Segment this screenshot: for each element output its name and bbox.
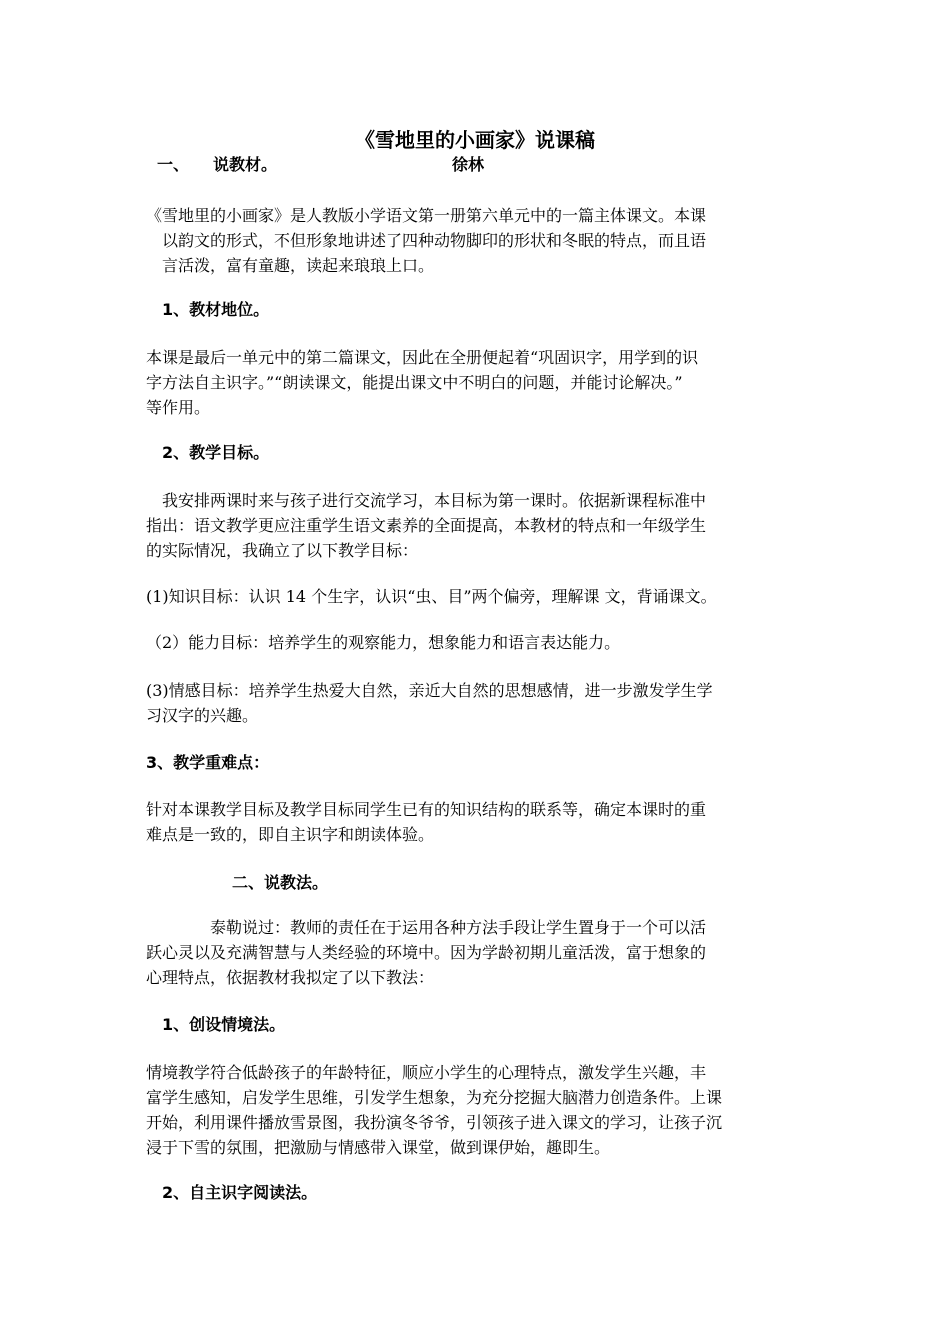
goal3-line-1: (3)情感目标：培养学生热爱大自然，亲近大自然的思想感情，进一步激发学生学 bbox=[146, 681, 713, 700]
goal3-line-2: 习汉字的兴趣。 bbox=[146, 706, 259, 725]
para1-line-3: 等作用。 bbox=[146, 398, 211, 417]
para5-line-2: 富学生感知，启发学生思维，引发学生想象，为充分挖掘大脑潜力创造条件。上课 bbox=[146, 1088, 723, 1107]
goal-knowledge: (1)知识目标：认识 14 个生字，认识“虫、目”两个偏旁，理解课 文，背诵课文。 bbox=[146, 587, 717, 606]
goal-ability: （2）能力目标：培养学生的观察能力，想象能力和语言表达能力。 bbox=[146, 633, 621, 652]
para4-line-2: 跃心灵以及充满智慧与人类经验的环境中。因为学龄初期儿童活泼，富于想象的 bbox=[146, 943, 707, 962]
section-1-number: 一、 bbox=[157, 155, 190, 174]
para3-line-2: 难点是一致的，即自主识字和朗读体验。 bbox=[146, 825, 435, 844]
paragraph-teaching-method-intro bbox=[146, 915, 826, 990]
paragraph-key-points bbox=[146, 797, 826, 847]
heading-situation-method: 1、创设情境法。 bbox=[162, 1015, 286, 1034]
heading-self-literacy-method: 2、自主识字阅读法。 bbox=[162, 1183, 318, 1202]
para4-line-1: 泰勒说过：教师的责任在于运用各种方法手段让学生置身于一个可以活 bbox=[210, 918, 707, 937]
para2-line-1: 我安排两课时来与孩子进行交流学习，本目标为第一课时。依据新课程标准中 bbox=[162, 491, 707, 510]
para5-line-1: 情境教学符合低龄孩子的年龄特征，顺应小学生的心理特点，激发学生兴趣，丰 bbox=[146, 1063, 707, 1082]
para5-line-4: 浸于下雪的氛围，把激励与情感带入课堂，做到课伊始，趣即生。 bbox=[146, 1138, 611, 1157]
intro-line-2: 以韵文的形式，不但形象地讲述了四种动物脚印的形状和冬眠的特点，而且语 bbox=[162, 231, 707, 250]
heading-key-points: 3、教学重难点： bbox=[146, 753, 270, 772]
paragraph-teaching-goals bbox=[146, 488, 826, 563]
goal-emotion bbox=[146, 678, 826, 728]
intro-paragraph bbox=[146, 203, 826, 278]
para2-line-3: 的实际情况，我确立了以下教学目标： bbox=[146, 541, 419, 560]
intro-line-3: 言活泼，富有童趣，读起来琅琅上口。 bbox=[162, 256, 435, 275]
author-name: 徐林 bbox=[452, 155, 485, 174]
para1-line-1: 本课是最后一单元中的第二篇课文，因此在全册便起着“巩固识字，用学到的识 bbox=[146, 348, 699, 367]
para2-line-2: 指出：语文教学更应注重学生语文素养的全面提高，本教材的特点和一年级学生 bbox=[146, 516, 707, 535]
section-1-heading bbox=[157, 152, 277, 175]
heading-teaching-goals: 2、教学目标。 bbox=[162, 443, 270, 462]
para1-line-2: 字方法自主识字。”“朗读课文，能提出课文中不明白的问题，并能讨论解决。” bbox=[146, 373, 683, 392]
paragraph-material-status bbox=[146, 345, 826, 420]
intro-line-1: 《雪地里的小画家》是人教版小学语文第一册第六单元中的一篇主体课文。本课 bbox=[146, 206, 707, 225]
section-2-heading: 二、说教法。 bbox=[232, 873, 329, 892]
para4-line-3: 心理特点，依据教材我拟定了以下教法： bbox=[146, 968, 435, 987]
para5-line-3: 开始，利用课件播放雪景图，我扮演冬爷爷，引领孩子进入课文的学习，让孩子沉 bbox=[146, 1113, 723, 1132]
paragraph-situation-method bbox=[146, 1060, 826, 1160]
para3-line-1: 针对本课教学目标及教学目标同学生已有的知识结构的联系等，确定本课时的重 bbox=[146, 800, 707, 819]
document-title: 《雪地里的小画家》说课稿 bbox=[355, 128, 595, 152]
heading-teaching-material-status: 1、教材地位。 bbox=[162, 300, 270, 319]
section-1-label: 说教材。 bbox=[213, 155, 278, 174]
